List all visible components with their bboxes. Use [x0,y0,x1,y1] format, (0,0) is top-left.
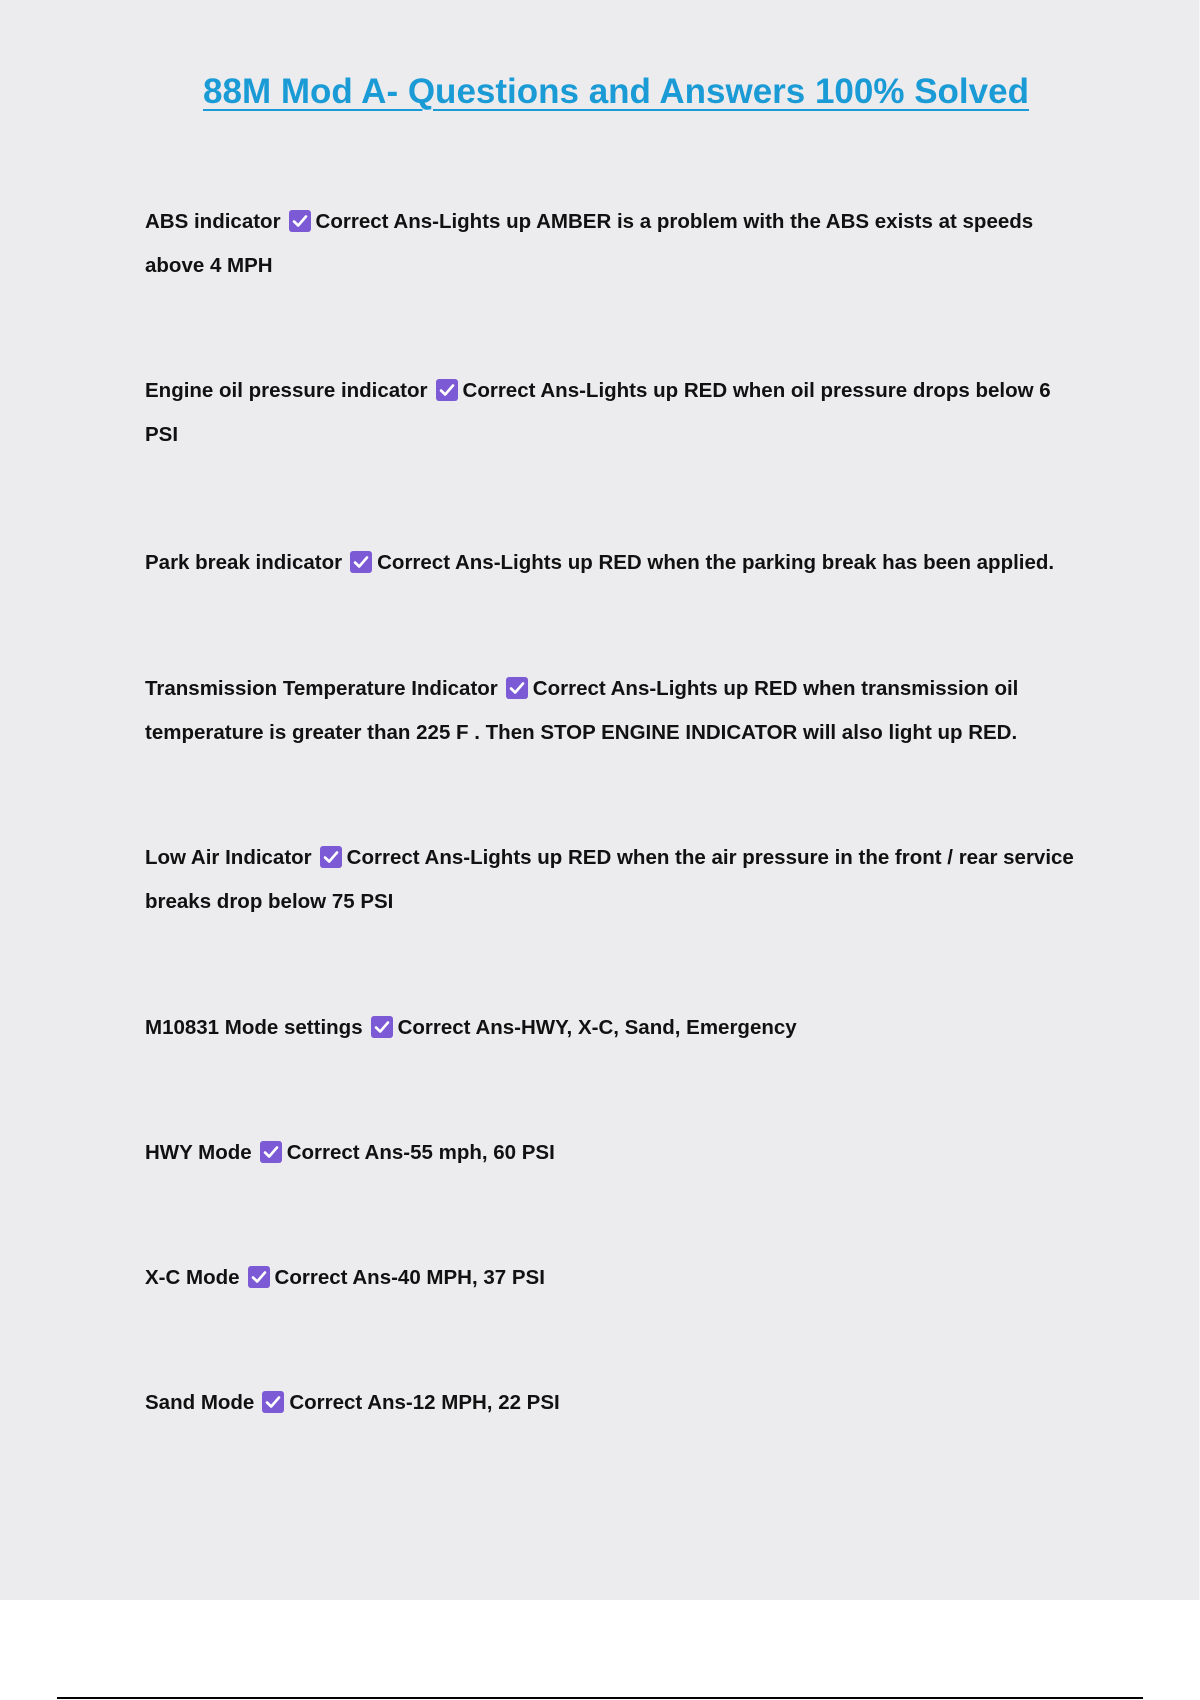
checkbox-checked-icon [506,677,528,699]
answer-text: Correct Ans-HWY, X-C, Sand, Emergency [397,1016,797,1039]
qa-item-hwy-mode [145,1131,1085,1175]
checkbox-checked-icon [260,1141,282,1163]
qa-item-engine-oil-pressure [145,369,1085,457]
qa-item-park-break [145,541,1085,585]
answer-text: Correct Ans-Lights up RED when oil pressure drops below 6 PSI [145,379,1051,446]
answer-text: Correct Ans-40 MPH, 37 PSI [274,1266,545,1289]
question-text: Park break indicator [145,551,343,574]
qa-item-mode-settings [145,1006,1085,1050]
checkbox-checked-icon [371,1016,393,1038]
answer-text: Correct Ans-Lights up RED when the parking break has been applied. [377,551,1055,574]
question-text: HWY Mode [145,1141,252,1164]
checkbox-checked-icon [289,210,311,232]
checkbox-checked-icon [350,551,372,573]
answer-text: Correct Ans-Lights up AMBER is a problem with the ABS exists at speeds above 4 MPH [145,210,1034,277]
checkbox-checked-icon [320,846,342,868]
document-title: 88M Mod A- Questions and Answers 100% Solved [203,72,1029,111]
checkbox-checked-icon [248,1266,270,1288]
answer-text: Correct Ans-Lights up RED when the air pressure in the front / rear service breaks drop below 75 PSI [145,846,1074,913]
qa-item-low-air [145,836,1085,924]
qa-item-transmission-temperature [145,667,1085,755]
checkbox-checked-icon [262,1391,284,1413]
answer-text: Correct Ans-55 mph, 60 PSI [286,1141,555,1164]
qa-item-sand-mode [145,1381,1085,1425]
question-text: ABS indicator [145,210,281,233]
qa-item-abs-indicator [145,200,1085,288]
question-text: X-C Mode [145,1266,240,1289]
question-text: Engine oil pressure indicator [145,379,428,402]
checkbox-checked-icon [436,379,458,401]
footer-divider [57,1697,1143,1699]
question-text: Low Air Indicator [145,846,312,869]
question-text: Transmission Temperature Indicator [145,677,498,700]
answer-text: Correct Ans-12 MPH, 22 PSI [289,1391,560,1414]
answer-text: Correct Ans-Lights up RED when transmission oil temperature is greater than 225 F . Then STOP ENGINE INDICATOR will also light up RED. [145,677,1019,744]
question-text: Sand Mode [145,1391,255,1414]
qa-item-xc-mode [145,1256,1085,1300]
question-text: M10831 Mode settings [145,1016,363,1039]
